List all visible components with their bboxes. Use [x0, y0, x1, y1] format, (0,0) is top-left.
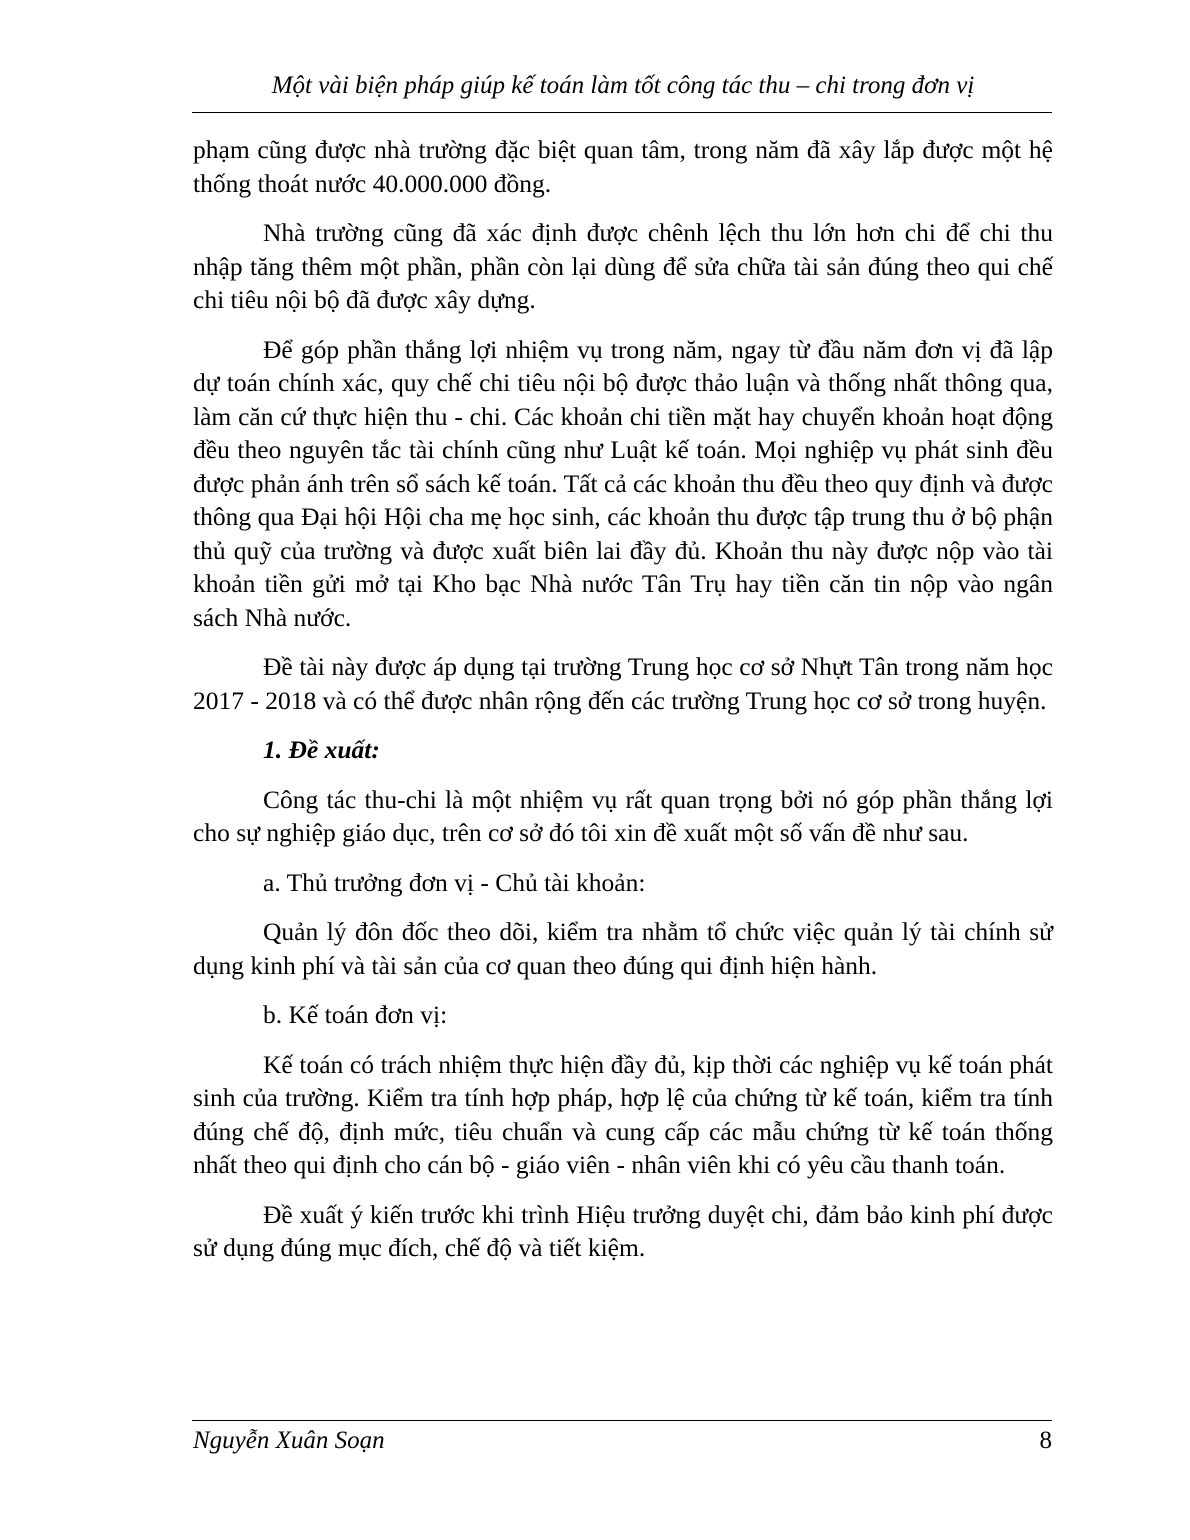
- paragraph-accountant-duties: Kế toán có trách nhiệm thực hiện đầy đủ, kịp thời các nghiệp vụ kế toán phát sinh của trường. Kiểm tra tính hợp pháp, hợp lệ của chứng từ kế toán, kiểm tra tính đúng chế độ, định mức, tiêu chuẩn và cung cấp các mẫu chứng từ kế toán thống nhất theo qui định cho cán bộ - giáo viên - nhân viên khi có yêu cầu thanh toán.: [193, 1049, 1053, 1179]
- section-heading-proposal: 1. Đề xuất:: [263, 735, 380, 764]
- item-b-heading: b. Kế toán đơn vị:: [263, 1000, 448, 1029]
- page-number: 8: [1039, 1427, 1052, 1454]
- running-header: Một vài biện pháp giúp kế toán làm tốt công tác thu – chi trong đơn vị: [271, 72, 975, 99]
- paragraph-accountant-proposal: Đề xuất ý kiến trước khi trình Hiệu trưởng duyệt chi, đảm bảo kinh phí được sử dụng đúng mục đích, chế độ và tiết kiệm.: [193, 1199, 1053, 1262]
- paragraph-income-difference: Nhà trường cũng đã xác định được chênh lệch thu lớn hơn chi để chi thu nhập tăng thêm một phần, phần còn lại dùng để sửa chữa tài sản đúng theo qui chế chi tiêu nội bộ đã được xây dựng.: [193, 218, 1053, 314]
- paragraph-budget-planning: Để góp phần thắng lợi nhiệm vụ trong năm, ngay từ đầu năm đơn vị đã lập dự toán chính xác, quy chế chi tiêu nội bộ được thảo luận và thống nhất thông qua, làm căn cứ thực hiện thu - chi. Các khoản chi tiền mặt hay chuyển khoản hoạt động đều theo nguyên tắc tài chính cũng như Luật kế toán. Mọi nghiệp vụ phát sinh đều được phản ánh trên sổ sách kế toán. Tất cả các khoản thu đều theo quy định và được thông qua Đại hội Hội cha mẹ học sinh, các khoản thu được tập trung thu ở bộ phận thủ quỹ của trường và được xuất biên lai đầy đủ. Khoản thu này được nộp vào tài khoản tiền gửi mở tại Kho bạc Nhà nước Tân Trụ hay tiền căn tin nộp vào ngân sách Nhà nước.: [193, 334, 1053, 632]
- document-body: [193, 133, 1053, 1281]
- item-a-heading: a. Thủ trưởng đơn vị - Chủ tài khoản:: [263, 867, 646, 897]
- paragraph-proposal-intro: Công tác thu-chi là một nhiệm vụ rất quan trọng bởi nó góp phần thắng lợi cho sự nghiệp giáo dục, trên cơ sở đó tôi xin đề xuất một số vấn đề như sau.: [193, 784, 1053, 847]
- paragraph-continuation: phạm cũng được nhà trường đặc biệt quan tâm, trong năm đã xây lắp được một hệ thống thoát nước 40.000.000 đồng.: [193, 135, 1053, 198]
- header-divider: [192, 112, 1052, 113]
- paragraph-application-scope: Đề tài này được áp dụng tại trường Trung học cơ sở Nhựt Tân trong năm học 2017 - 2018 và có thể được nhân rộng đến các trường Trung học cơ sở trong huyện.: [193, 652, 1053, 715]
- footer-divider: [192, 1420, 1052, 1421]
- paragraph-head-duties: Quản lý đôn đốc theo dõi, kiểm tra nhằm tổ chức việc quản lý tài chính sử dụng kinh phí và tài sản của cơ quan theo đúng qui định hiện hành.: [193, 917, 1053, 980]
- footer-author: Nguyễn Xuân Soạn: [193, 1427, 385, 1454]
